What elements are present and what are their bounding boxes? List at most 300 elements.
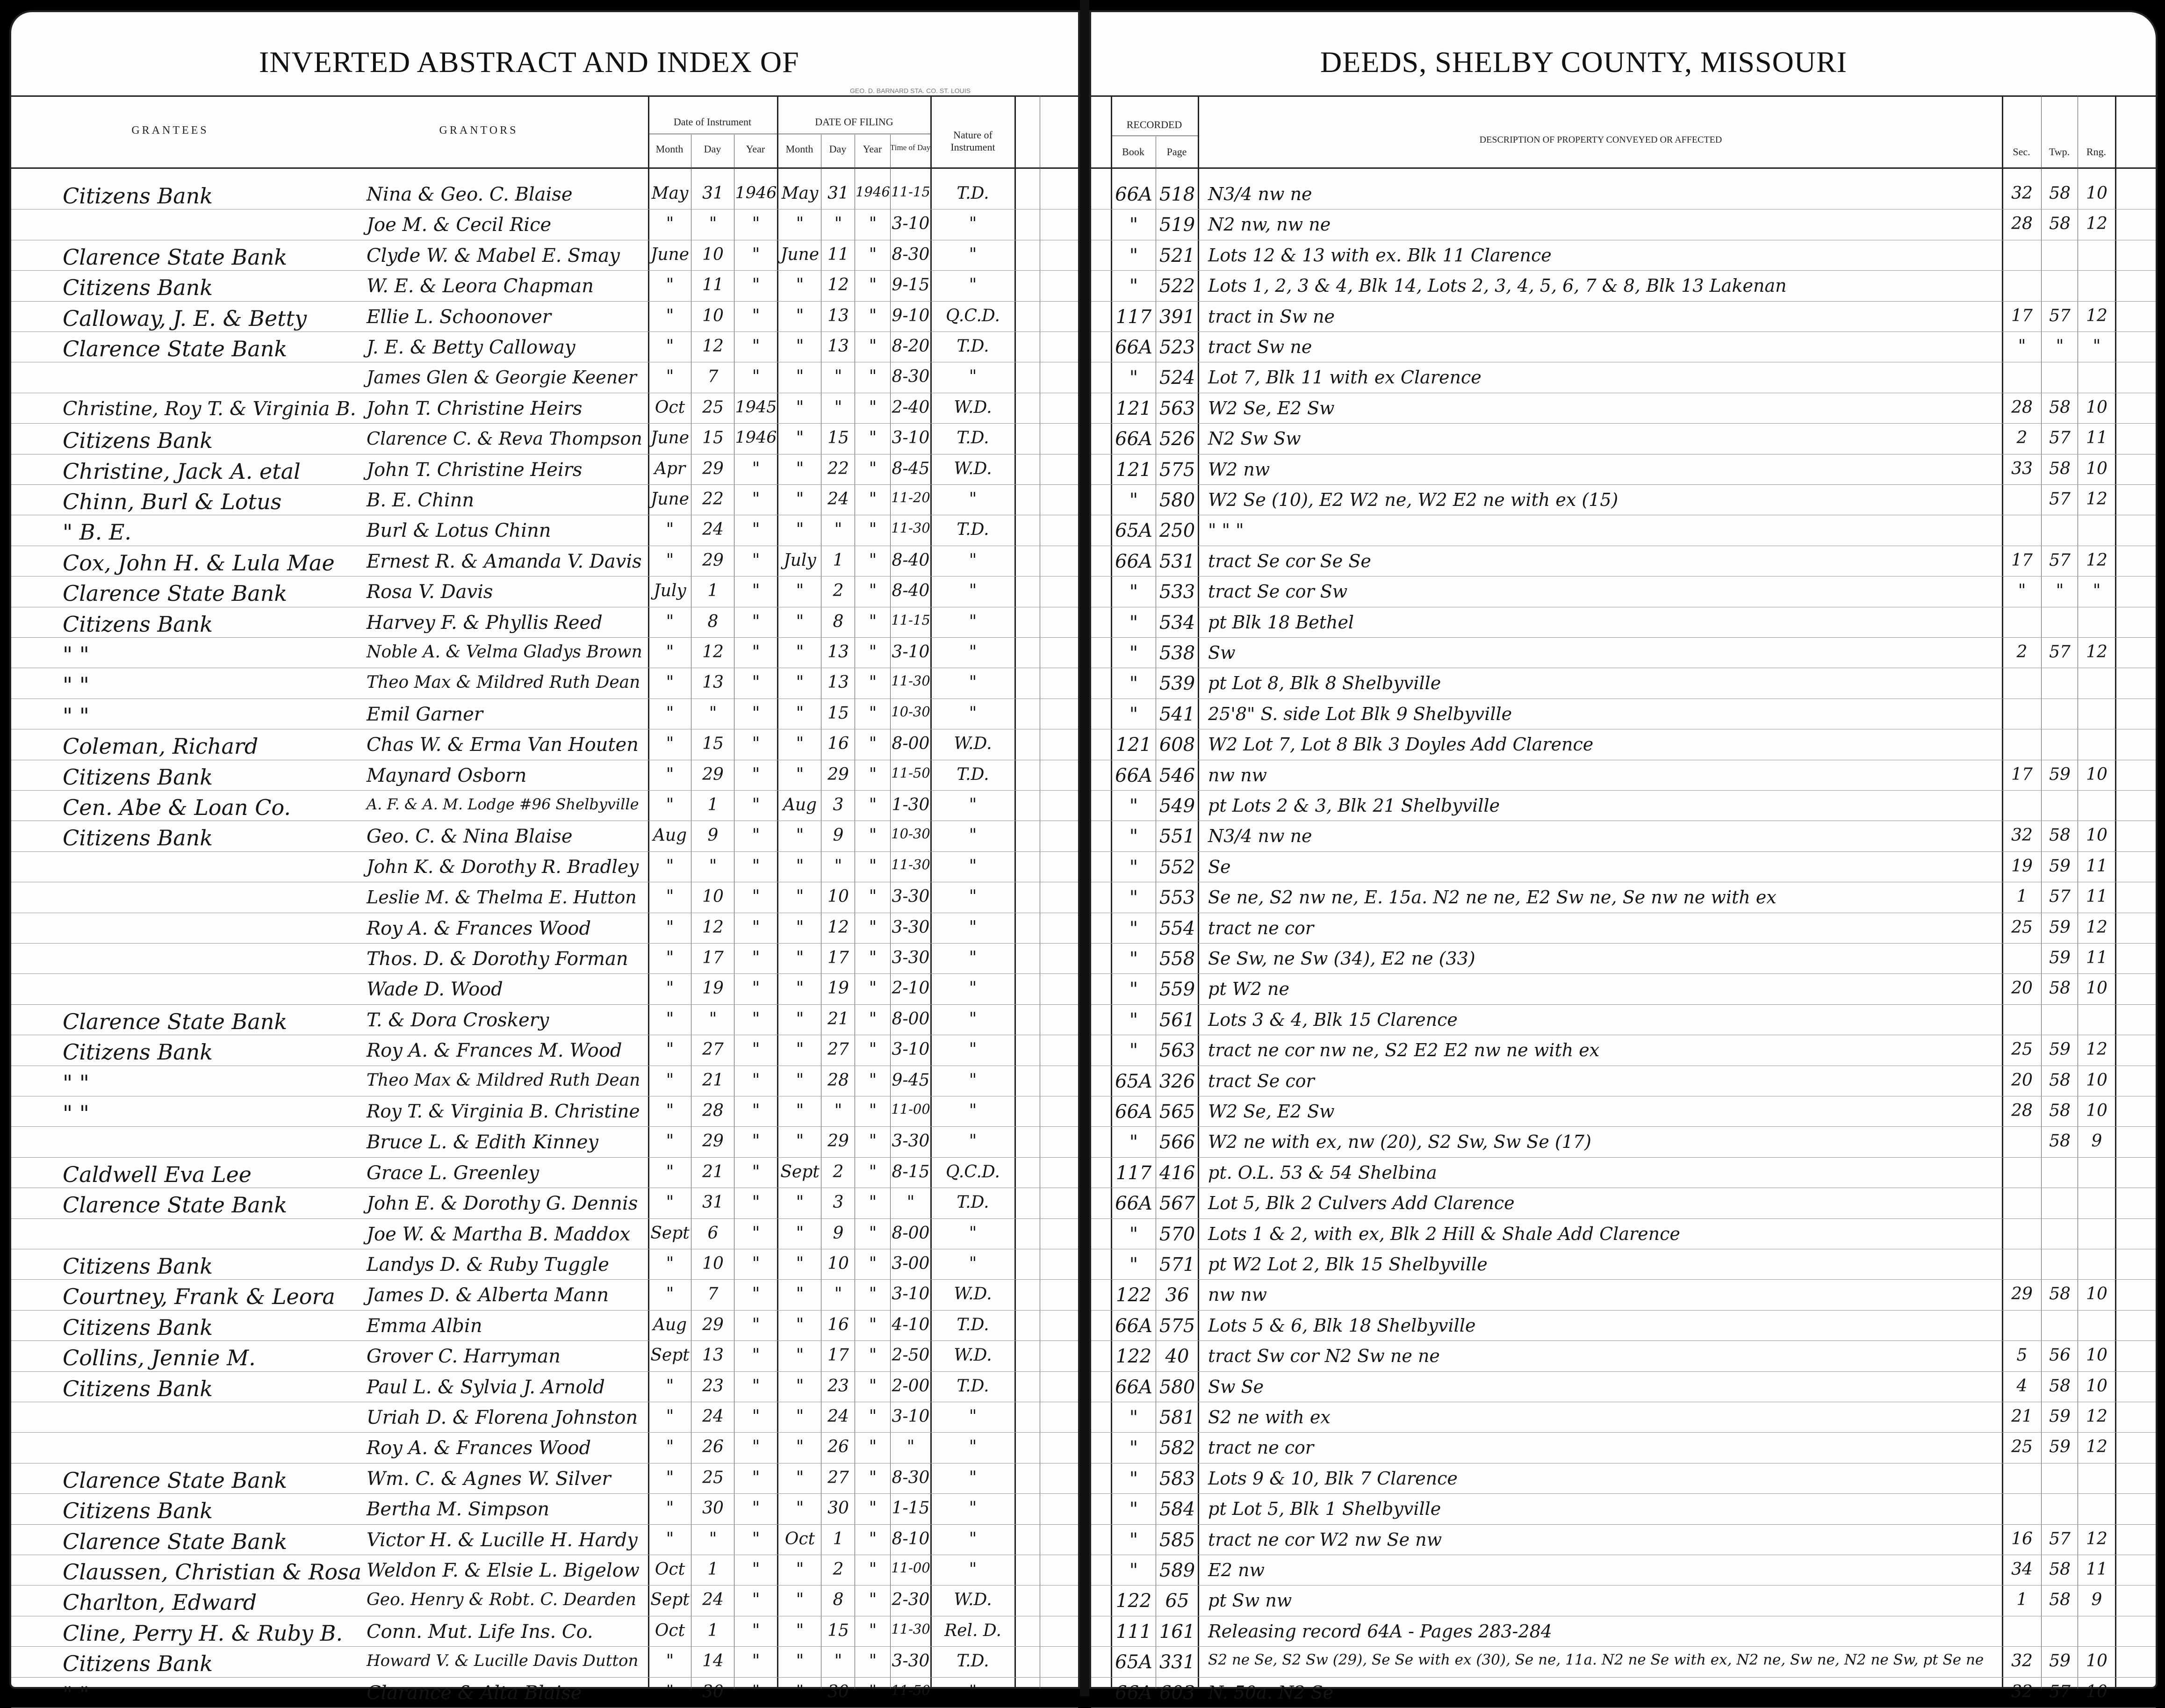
grantor-cell: Clyde W. & Mabel E. Smay bbox=[367, 245, 620, 267]
inst-year-cell: 1945 bbox=[735, 398, 777, 417]
grantor-cell: Maynard Osborn bbox=[367, 765, 527, 786]
book-cell: " bbox=[1129, 704, 1138, 725]
inst-month-cell: " bbox=[666, 1193, 674, 1212]
inst-year-cell: " bbox=[752, 1131, 760, 1151]
filing-day-cell: " bbox=[834, 520, 842, 539]
page-cell: 558 bbox=[1159, 948, 1195, 970]
sec-cell: " bbox=[2018, 581, 2026, 600]
filing-month-cell: " bbox=[796, 275, 804, 295]
grantor-cell: W. E. & Leora Chapman bbox=[367, 275, 594, 297]
rng-cell: 12 bbox=[2086, 1407, 2107, 1426]
filing-month-cell: " bbox=[796, 857, 804, 876]
ledger-rule bbox=[1091, 1677, 2156, 1678]
sec-cell: 28 bbox=[2011, 398, 2033, 417]
filing-month-cell: " bbox=[796, 367, 804, 386]
inst-day-cell: 10 bbox=[702, 245, 724, 264]
description-cell: Se Sw, ne Sw (34), E2 ne (33) bbox=[1208, 948, 1475, 969]
filing-year-cell: " bbox=[869, 1407, 877, 1426]
twp-cell: 57 bbox=[2049, 551, 2071, 570]
filing-day-cell: 13 bbox=[827, 337, 849, 356]
filing-month-cell: " bbox=[796, 1101, 804, 1120]
filing-day-cell: " bbox=[834, 857, 842, 876]
inst-month-cell: June bbox=[650, 490, 690, 509]
inst-year-cell: " bbox=[752, 1346, 760, 1365]
description-cell: pt Lot 8, Blk 8 Shelbyville bbox=[1208, 673, 1441, 693]
grantor-cell: James Glen & Georgie Keener bbox=[367, 367, 637, 388]
time-of-day-cell: 11-15 bbox=[891, 612, 930, 628]
grantor-cell: John T. Christine Heirs bbox=[367, 398, 583, 419]
nature-cell: " bbox=[969, 1682, 977, 1701]
inst-year-cell: " bbox=[752, 1071, 760, 1090]
inst-month-cell: " bbox=[666, 1284, 674, 1304]
grantor-cell: Howard V. & Lucille Davis Dutton bbox=[367, 1651, 639, 1670]
time-of-day-cell: 11-50 bbox=[891, 765, 930, 781]
inst-year-cell: " bbox=[752, 1621, 760, 1640]
description-cell: Lots 3 & 4, Blk 15 Clarence bbox=[1208, 1009, 1458, 1030]
book-cell: " bbox=[1129, 612, 1138, 634]
twp-cell: 58 bbox=[2049, 1284, 2071, 1304]
twp-cell: 57 bbox=[2049, 428, 2071, 447]
book-header: Book bbox=[1122, 146, 1144, 158]
grantee-cell: Citizens Bank bbox=[63, 825, 213, 850]
filing-day-cell: 15 bbox=[827, 704, 849, 723]
inst-year-cell: " bbox=[752, 214, 760, 233]
nature-cell: " bbox=[969, 1224, 977, 1243]
rng-cell: 10 bbox=[2086, 398, 2107, 417]
inst-year-cell: " bbox=[752, 1499, 760, 1518]
inst-year-cell: " bbox=[752, 857, 760, 876]
inst-year-cell: " bbox=[752, 1682, 760, 1701]
description-cell: Lots 9 & 10, Blk 7 Clarence bbox=[1208, 1468, 1458, 1489]
filing-day-cell: 3 bbox=[833, 1193, 844, 1212]
grantor-cell: Clarance & Alta Blaise bbox=[367, 1682, 582, 1704]
description-cell: tract in Sw ne bbox=[1208, 306, 1335, 327]
book-cell: 121 bbox=[1115, 459, 1152, 481]
nature-cell: Q.C.D. bbox=[946, 1162, 1000, 1182]
filing-month-cell: " bbox=[796, 887, 804, 906]
rng-cell: " bbox=[2093, 581, 2101, 600]
col-divider bbox=[2041, 95, 2042, 1689]
page-cell: 567 bbox=[1159, 1193, 1195, 1214]
twp-cell: 58 bbox=[2049, 826, 2071, 845]
filing-year-cell: 1946 bbox=[856, 184, 890, 200]
filing-year-cell: " bbox=[869, 918, 877, 937]
grantee-cell: Citizens Bank bbox=[63, 1039, 213, 1065]
filing-year-cell: " bbox=[869, 245, 877, 264]
filing-day-cell: 10 bbox=[827, 887, 849, 906]
rng-cell: 10 bbox=[2086, 765, 2107, 784]
grantor-cell: Theo Max & Mildred Ruth Dean bbox=[367, 1071, 640, 1090]
time-of-day-cell: 8-30 bbox=[892, 1468, 930, 1487]
inst-year-cell: " bbox=[752, 551, 760, 570]
description-cell: tract ne cor W2 nw Se nw bbox=[1208, 1529, 1442, 1550]
description-cell: E2 nw bbox=[1208, 1560, 1265, 1580]
grantor-cell: Emma Albin bbox=[367, 1315, 482, 1337]
filing-day-cell: 11 bbox=[827, 245, 849, 264]
filing-day-cell: 27 bbox=[827, 1040, 849, 1059]
nature-cell: " bbox=[969, 857, 977, 876]
sec-cell: 20 bbox=[2011, 979, 2033, 998]
col-divider bbox=[930, 95, 932, 1689]
ledger-rule bbox=[1091, 423, 2156, 424]
grantor-cell: Joe W. & Martha B. Maddox bbox=[367, 1224, 631, 1245]
inst-day-cell: 10 bbox=[702, 887, 724, 906]
grantee-cell: " " bbox=[63, 1070, 89, 1095]
filing-month-cell: " bbox=[796, 1193, 804, 1212]
sec-cell: 21 bbox=[2011, 1407, 2033, 1426]
filing-year-cell: " bbox=[869, 1560, 877, 1579]
page-cell: 65 bbox=[1165, 1590, 1189, 1612]
page-cell: 565 bbox=[1159, 1101, 1195, 1123]
filing-year-cell: " bbox=[869, 1651, 877, 1671]
filing-year-cell: " bbox=[869, 1009, 877, 1029]
twp-cell: 59 bbox=[2049, 765, 2071, 784]
nature-cell: W.D. bbox=[954, 1346, 992, 1365]
sec-cell: 33 bbox=[2011, 459, 2033, 478]
filing-day-cell: 2 bbox=[833, 1162, 844, 1182]
book-cell: 122 bbox=[1115, 1284, 1152, 1306]
page-cell: 533 bbox=[1159, 581, 1195, 603]
page-cell: 575 bbox=[1159, 1315, 1195, 1337]
inst-month-cell: " bbox=[666, 520, 674, 539]
inst-day-cell: 25 bbox=[702, 398, 724, 417]
filing-day-cell: 2 bbox=[833, 1560, 844, 1579]
book-cell: " bbox=[1129, 1009, 1138, 1031]
inst-day-cell: 31 bbox=[702, 184, 724, 203]
sec-cell: 2 bbox=[2016, 642, 2028, 662]
description-cell: Se bbox=[1208, 857, 1231, 877]
rng-cell: 12 bbox=[2086, 490, 2107, 509]
book-cell: 66A bbox=[1115, 1193, 1152, 1214]
page-cell: 546 bbox=[1159, 765, 1195, 786]
filing-month-cell: " bbox=[796, 612, 804, 631]
twp-cell: 59 bbox=[2049, 1040, 2071, 1059]
nature-cell: " bbox=[969, 275, 977, 295]
twp-cell: 59 bbox=[2049, 857, 2071, 876]
rng-cell: 10 bbox=[2086, 1376, 2107, 1396]
grantee-cell: Clarence State Bank bbox=[63, 581, 288, 606]
rng-cell: 10 bbox=[2086, 1284, 2107, 1304]
page-cell: 580 bbox=[1159, 1376, 1195, 1398]
grantee-cell: Citizens Bank bbox=[63, 1254, 213, 1279]
grantor-cell: Roy A. & Frances M. Wood bbox=[367, 1040, 622, 1061]
inst-day-cell: 19 bbox=[702, 979, 724, 998]
filing-day-cell: 8 bbox=[833, 1590, 844, 1609]
page-cell: 534 bbox=[1159, 612, 1195, 634]
grantee-cell: Collins, Jennie M. bbox=[63, 1345, 256, 1370]
col-divider bbox=[890, 135, 891, 1689]
nature-cell: T.D. bbox=[957, 1315, 989, 1334]
inst-day-cell: 17 bbox=[702, 948, 724, 967]
grantee-cell: Citizens Bank bbox=[63, 1315, 213, 1340]
grantor-cell: John T. Christine Heirs bbox=[367, 459, 583, 481]
page-cell: 563 bbox=[1159, 1040, 1195, 1061]
page-cell: 519 bbox=[1159, 214, 1195, 236]
grantor-cell: John E. & Dorothy G. Dennis bbox=[367, 1193, 638, 1214]
inst-month-cell: " bbox=[666, 612, 674, 631]
grantor-cell: Victor H. & Lucille H. Hardy bbox=[367, 1529, 638, 1551]
grantor-cell: B. E. Chinn bbox=[367, 490, 475, 511]
filing-year-cell: " bbox=[869, 1682, 877, 1701]
inst-year-header: Year bbox=[746, 143, 765, 155]
sec-cell: 34 bbox=[2011, 1560, 2033, 1579]
twp-cell: 57 bbox=[2049, 1682, 2071, 1701]
inst-month-cell: Oct bbox=[655, 1560, 685, 1579]
time-of-day-cell: 10-30 bbox=[891, 826, 930, 842]
ledger-rule bbox=[1091, 1432, 2156, 1433]
filing-month-cell: " bbox=[796, 306, 804, 325]
inst-month-cell: " bbox=[666, 673, 674, 692]
filing-day-cell: 31 bbox=[827, 184, 849, 203]
inst-year-cell: " bbox=[752, 337, 760, 356]
inst-month-cell: " bbox=[666, 857, 674, 876]
time-of-day-cell: 8-45 bbox=[892, 459, 930, 478]
inst-year-cell: 1946 bbox=[735, 184, 777, 202]
header-bottom-rule bbox=[11, 167, 1078, 169]
grantor-cell: Ellie L. Schoonover bbox=[367, 306, 551, 328]
inst-month-cell: " bbox=[666, 1499, 674, 1518]
grantor-cell: Thos. D. & Dorothy Forman bbox=[367, 948, 628, 970]
description-cell: tract ne cor bbox=[1208, 918, 1314, 938]
inst-year-cell: " bbox=[752, 1224, 760, 1243]
grantee-cell: Calloway, J. E. & Betty bbox=[63, 306, 307, 331]
filing-year-cell: " bbox=[869, 551, 877, 570]
ledger-rule bbox=[11, 973, 1078, 974]
grantor-cell: Grover C. Harryman bbox=[367, 1346, 561, 1367]
inst-day-cell: 28 bbox=[702, 1101, 724, 1120]
description-cell: tract Sw cor N2 Sw ne ne bbox=[1208, 1346, 1440, 1366]
filing-day-cell: " bbox=[834, 1651, 842, 1671]
sec-cell: 5 bbox=[2016, 1346, 2028, 1365]
description-cell: W2 ne with ex, nw (20), S2 Sw, Sw Se (17) bbox=[1208, 1131, 1591, 1152]
time-of-day-cell: 9-10 bbox=[892, 306, 930, 325]
filing-month-cell: " bbox=[796, 490, 804, 509]
inst-day-cell: 29 bbox=[702, 765, 724, 784]
inst-day-cell: 24 bbox=[702, 520, 724, 539]
inst-year-cell: " bbox=[752, 1254, 760, 1273]
inst-day-cell: 13 bbox=[702, 673, 724, 692]
book-cell: " bbox=[1129, 1407, 1138, 1428]
filing-day-cell: 1 bbox=[833, 1529, 844, 1549]
twp-cell: 58 bbox=[2049, 1376, 2071, 1396]
filing-day-cell: 23 bbox=[827, 1376, 849, 1396]
ledger-rule bbox=[11, 576, 1078, 577]
grantor-cell: Weldon F. & Elsie L. Bigelow bbox=[367, 1560, 640, 1581]
inst-day-cell: 14 bbox=[702, 1651, 724, 1671]
nature-cell: " bbox=[969, 1437, 977, 1456]
page-cell: 524 bbox=[1159, 367, 1195, 389]
inst-month-cell: Sept bbox=[650, 1224, 690, 1243]
filing-day-cell: " bbox=[834, 1101, 842, 1120]
grantor-cell: Harvey F. & Phyllis Reed bbox=[367, 612, 603, 634]
time-of-day-cell: 2-40 bbox=[892, 398, 930, 417]
description-cell: Lots 5 & 6, Blk 18 Shelbyville bbox=[1208, 1315, 1476, 1336]
inst-day-cell: 24 bbox=[702, 1407, 724, 1426]
filing-day-cell: 3 bbox=[833, 795, 844, 814]
time-of-day-cell: 3-10 bbox=[892, 642, 930, 662]
inst-day-cell: 29 bbox=[702, 551, 724, 570]
nature-cell: T.D. bbox=[957, 520, 989, 539]
description-cell: W2 Se, E2 Sw bbox=[1208, 1101, 1335, 1122]
description-cell: Lots 1, 2, 3 & 4, Blk 14, Lots 2, 3, 4, 5, 6, 7 & 8, Blk 13 Lakenan bbox=[1208, 275, 1787, 296]
filing-year-cell: " bbox=[869, 887, 877, 906]
book-cell: " bbox=[1129, 1224, 1138, 1245]
filing-year-cell: " bbox=[869, 1376, 877, 1396]
rng-cell: 10 bbox=[2086, 826, 2107, 845]
book-cell: " bbox=[1129, 1254, 1138, 1276]
description-cell: Se ne, S2 nw ne, E. 15a. N2 ne ne, E2 Sw ne, Se nw ne with ex bbox=[1208, 887, 1777, 908]
inst-year-cell: " bbox=[752, 1560, 760, 1579]
time-of-day-cell: 8-20 bbox=[892, 337, 930, 356]
inst-month-cell: Sept bbox=[650, 1590, 690, 1609]
inst-day-cell: 10 bbox=[702, 1254, 724, 1273]
inst-year-cell: " bbox=[752, 1193, 760, 1212]
book-cell: 117 bbox=[1115, 1162, 1152, 1184]
nature-cell: " bbox=[969, 979, 977, 998]
description-cell: W2 nw bbox=[1208, 459, 1270, 480]
ledger-rule bbox=[1091, 973, 2156, 974]
grantor-cell: Bruce L. & Edith Kinney bbox=[367, 1131, 598, 1153]
filing-month-cell: " bbox=[796, 765, 804, 784]
nature-cell: " bbox=[969, 551, 977, 570]
description-cell: W2 Lot 7, Lot 8 Blk 3 Doyles Add Clarence bbox=[1208, 734, 1594, 755]
inst-year-cell: " bbox=[752, 1407, 760, 1426]
sec-cell: 1 bbox=[2016, 1590, 2028, 1609]
grantor-cell: T. & Dora Croskery bbox=[367, 1009, 549, 1031]
time-of-day-cell: 8-30 bbox=[892, 245, 930, 264]
nature-cell: " bbox=[969, 1254, 977, 1273]
book-cell: " bbox=[1129, 948, 1138, 970]
inst-year-cell: " bbox=[752, 673, 760, 692]
filing-day-cell: 19 bbox=[827, 979, 849, 998]
filing-day-cell: 8 bbox=[833, 612, 844, 631]
inst-year-cell: " bbox=[752, 490, 760, 509]
nature-cell: T.D. bbox=[957, 428, 989, 447]
filing-day-cell: 21 bbox=[827, 1009, 849, 1029]
inst-month-cell: " bbox=[666, 214, 674, 233]
inst-day-cell: 10 bbox=[702, 306, 724, 325]
filing-month-cell: " bbox=[796, 979, 804, 998]
description-cell: pt Lots 2 & 3, Blk 21 Shelbyville bbox=[1208, 795, 1500, 816]
inst-year-cell: " bbox=[752, 1040, 760, 1059]
ledger-rule bbox=[11, 1677, 1078, 1678]
description-cell: nw nw bbox=[1208, 1284, 1267, 1305]
grantor-cell: Wade D. Wood bbox=[367, 979, 503, 1000]
filing-month-cell: " bbox=[796, 1315, 804, 1334]
inst-day-cell: 30 bbox=[702, 1682, 724, 1701]
grantee-cell: Charlton, Edward bbox=[63, 1590, 257, 1615]
page-cell: 559 bbox=[1159, 979, 1195, 1000]
book-cell: " bbox=[1129, 245, 1138, 267]
sec-header: Sec. bbox=[2013, 146, 2030, 158]
right-page-title: DEEDS, SHELBY COUNTY, MISSOURI bbox=[1320, 45, 1847, 79]
ledger-rule bbox=[11, 851, 1078, 852]
inst-day-cell: 6 bbox=[707, 1224, 719, 1243]
rng-cell: 12 bbox=[2086, 1437, 2107, 1456]
page-cell: 531 bbox=[1159, 551, 1195, 572]
inst-day-header: Day bbox=[704, 143, 721, 155]
ledger-rule bbox=[11, 1126, 1078, 1127]
filing-month-cell: " bbox=[796, 673, 804, 692]
rng-cell: 11 bbox=[2086, 428, 2107, 447]
inst-year-cell: " bbox=[752, 612, 760, 631]
book-cell: 66A bbox=[1115, 337, 1152, 358]
rng-cell: 12 bbox=[2086, 1040, 2107, 1059]
twp-cell: 57 bbox=[2049, 490, 2071, 509]
description-header: DESCRIPTION OF PROPERTY CONVEYED OR AFFECTED bbox=[1479, 135, 1722, 145]
nature-cell: " bbox=[969, 367, 977, 386]
description-cell: W2 Se, E2 Sw bbox=[1208, 398, 1335, 418]
book-cell: " bbox=[1129, 1560, 1138, 1581]
nature-cell: " bbox=[969, 581, 977, 600]
nature-cell: T.D. bbox=[957, 1651, 989, 1671]
filing-year-cell: " bbox=[869, 275, 877, 295]
book-cell: " bbox=[1129, 275, 1138, 297]
filing-year-cell: " bbox=[869, 734, 877, 753]
filing-year-cell: " bbox=[869, 337, 877, 356]
filing-month-cell: " bbox=[796, 1071, 804, 1090]
nature-cell: " bbox=[969, 948, 977, 967]
book-cell: 66A bbox=[1115, 1315, 1152, 1337]
grantee-cell: Courtney, Frank & Leora bbox=[63, 1284, 335, 1309]
rng-cell: 11 bbox=[2086, 948, 2107, 967]
filing-month-cell: " bbox=[796, 1224, 804, 1243]
time-of-day-cell: 9-15 bbox=[892, 275, 930, 295]
page-cell: 538 bbox=[1159, 642, 1195, 664]
page-cell: 571 bbox=[1159, 1254, 1195, 1276]
inst-day-cell: 7 bbox=[707, 1284, 719, 1304]
grantor-cell: Landys D. & Ruby Tuggle bbox=[367, 1254, 609, 1276]
inst-month-cell: June bbox=[650, 245, 690, 264]
filing-month-cell: " bbox=[796, 398, 804, 417]
rng-cell: 9 bbox=[2091, 1590, 2102, 1609]
ledger-rule bbox=[1091, 270, 2156, 271]
filing-year-cell: " bbox=[869, 214, 877, 233]
grantor-cell: Burl & Lotus Chinn bbox=[367, 520, 551, 541]
filing-month-cell: " bbox=[796, 1040, 804, 1059]
filing-year-cell: " bbox=[869, 1590, 877, 1609]
inst-month-cell: " bbox=[666, 1468, 674, 1487]
grantor-cell: Nina & Geo. C. Blaise bbox=[367, 184, 573, 205]
left-page-title: INVERTED ABSTRACT AND INDEX OF bbox=[259, 45, 799, 79]
filing-day-cell: 24 bbox=[827, 1407, 849, 1426]
filing-day-cell: 15 bbox=[827, 428, 849, 447]
grantor-cell: J. E. & Betty Calloway bbox=[367, 337, 575, 358]
filing-day-cell: " bbox=[834, 398, 842, 417]
filing-month-cell: " bbox=[796, 1682, 804, 1701]
book-cell: " bbox=[1129, 826, 1138, 847]
time-of-day-cell: 11-20 bbox=[891, 490, 930, 505]
inst-year-cell: " bbox=[752, 826, 760, 845]
filing-month-cell: Aug bbox=[783, 795, 817, 814]
rng-cell: 9 bbox=[2091, 1131, 2102, 1151]
time-of-day-cell: 2-00 bbox=[892, 1376, 930, 1396]
inst-month-cell: " bbox=[666, 306, 674, 325]
time-of-day-cell: 3-10 bbox=[892, 1407, 930, 1426]
nature-cell: " bbox=[969, 1071, 977, 1090]
book-cell: " bbox=[1129, 1437, 1138, 1459]
grantee-cell: Citizens Bank bbox=[63, 183, 213, 209]
time-of-day-cell: " bbox=[906, 1437, 915, 1456]
filing-day-cell: 12 bbox=[827, 918, 849, 937]
page-cell: 521 bbox=[1159, 245, 1195, 267]
inst-day-cell: 21 bbox=[702, 1162, 724, 1182]
sec-cell: 17 bbox=[2011, 551, 2033, 570]
grantee-cell: Clarence State Bank bbox=[63, 245, 288, 270]
date-of-instrument-header: Date of Instrument bbox=[673, 116, 752, 128]
inst-year-cell: " bbox=[752, 367, 760, 386]
description-cell: Lot 5, Blk 2 Culvers Add Clarence bbox=[1208, 1193, 1515, 1213]
